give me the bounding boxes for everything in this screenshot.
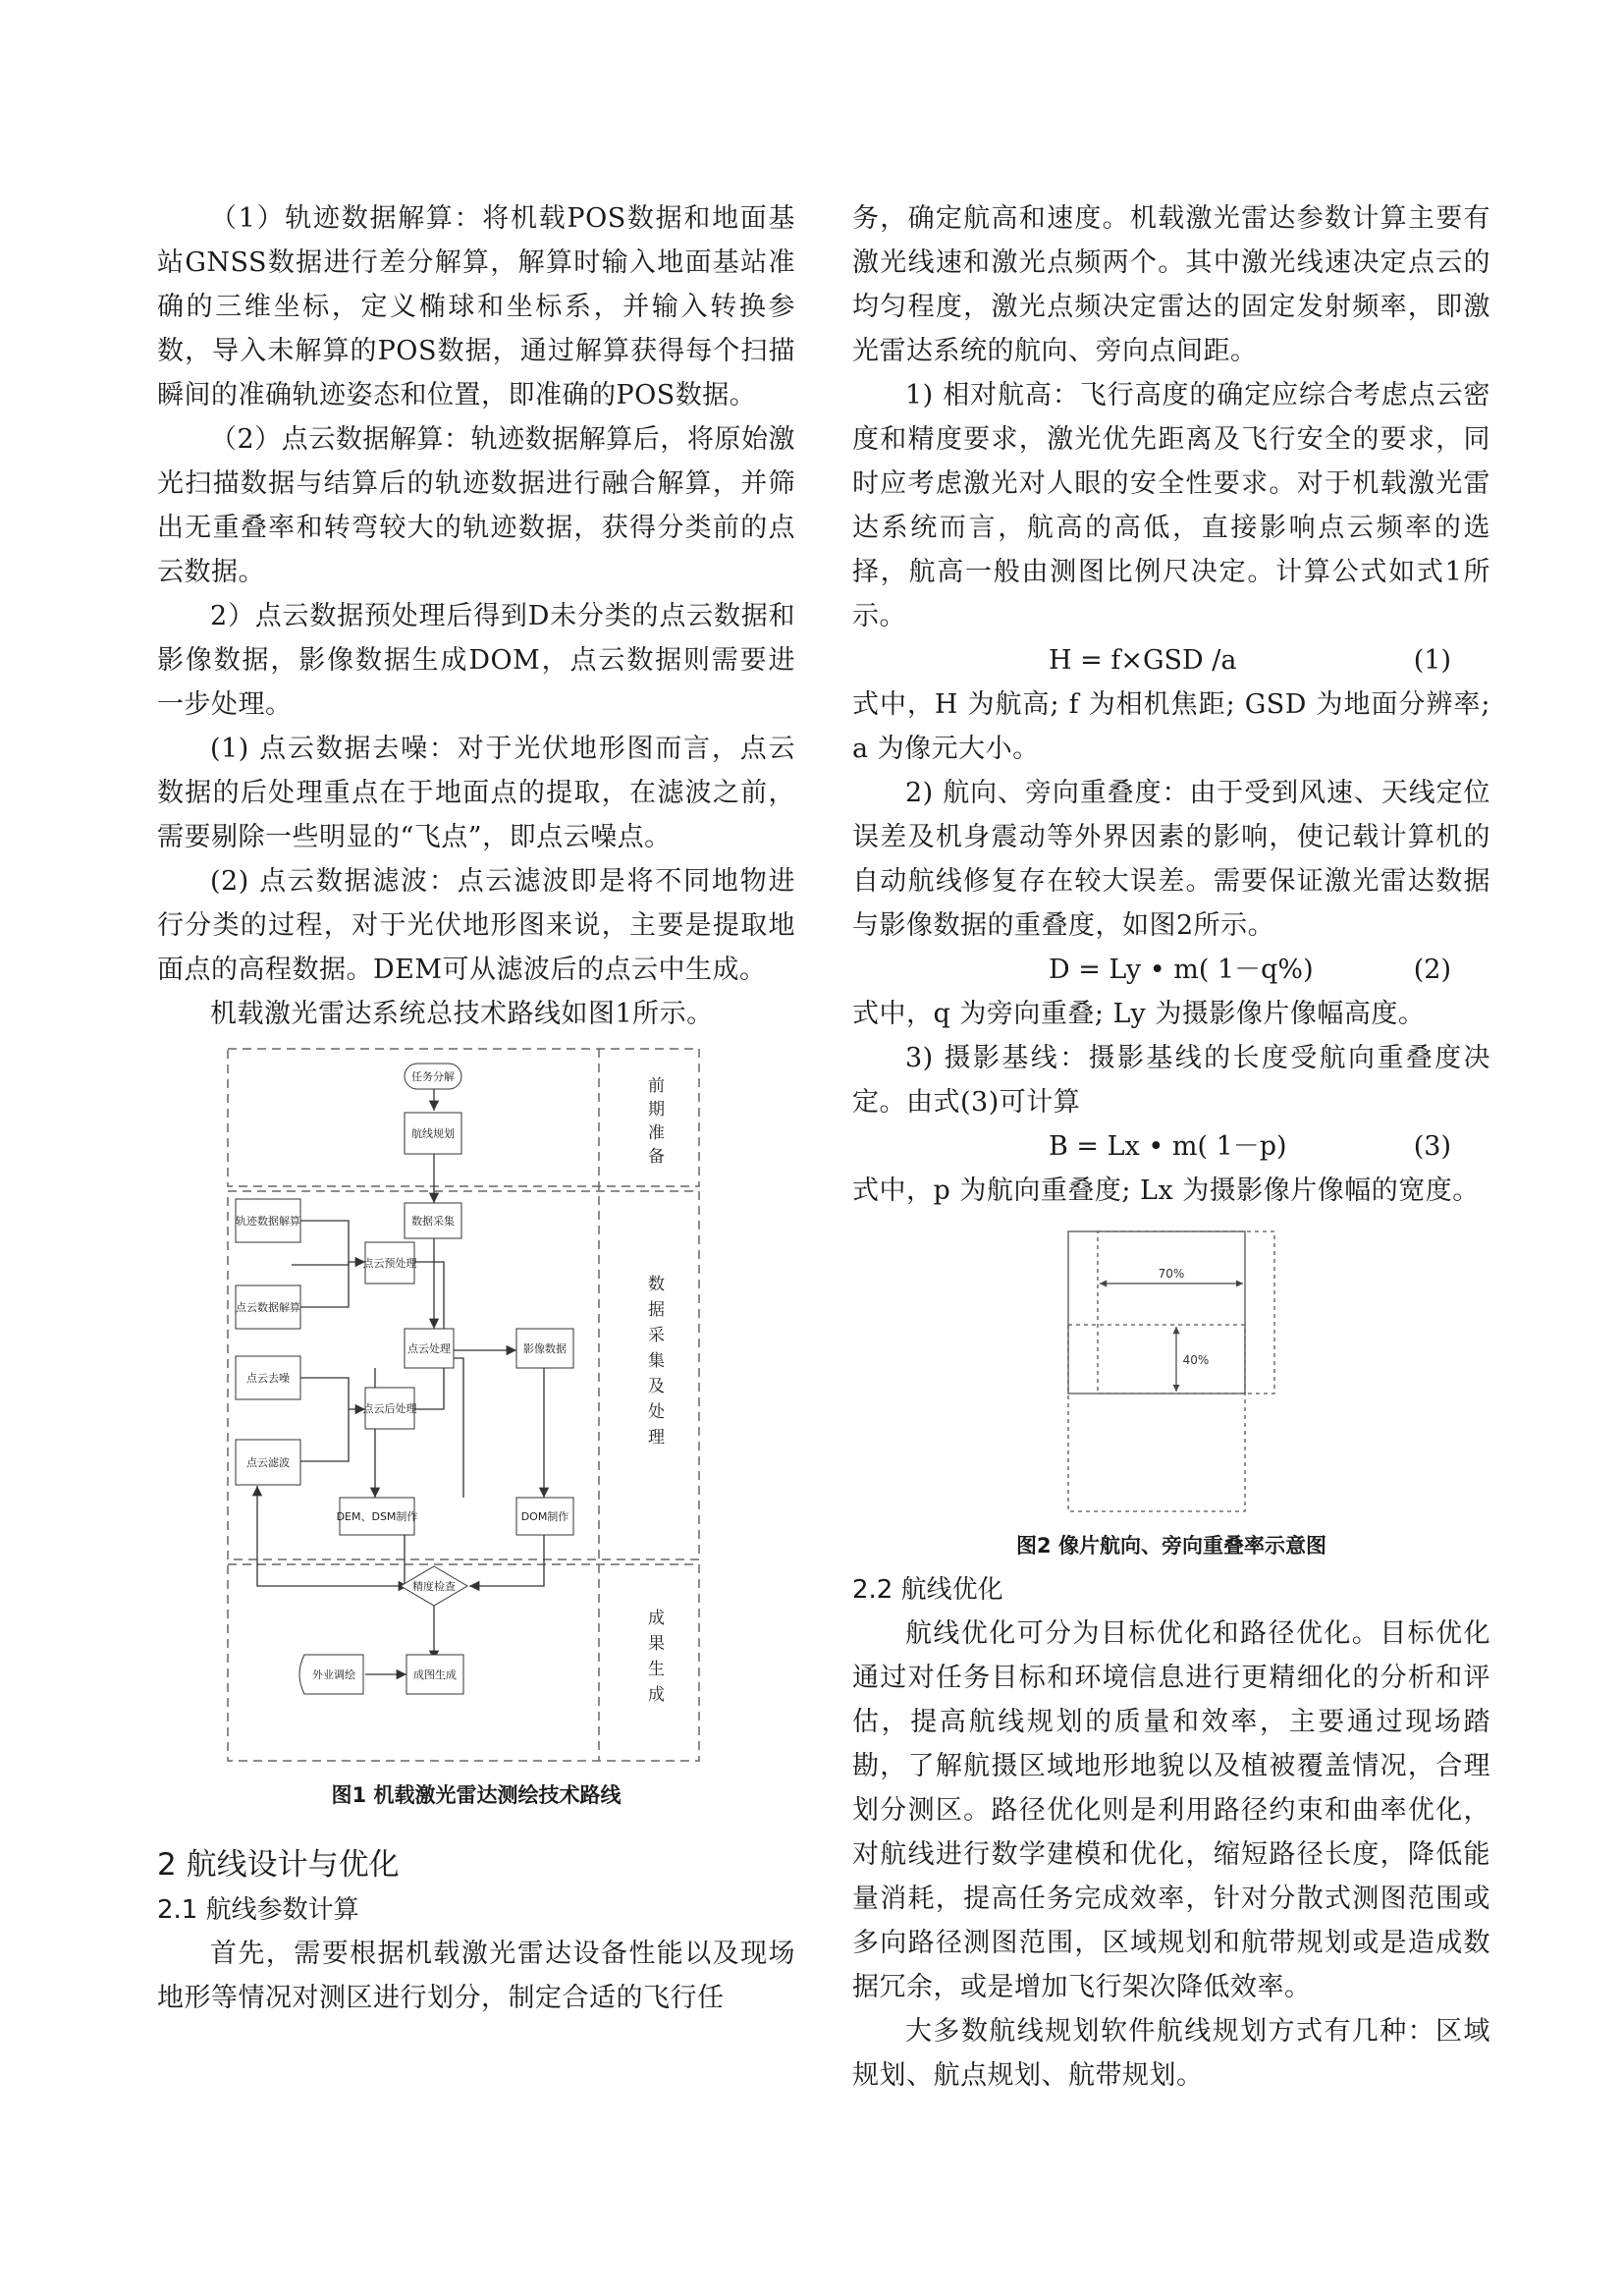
- subsection-heading: 2.1 航线参数计算: [157, 1895, 359, 1925]
- node-postprocess: 点云后处理: [362, 1402, 417, 1415]
- node-preprocess: 点云预处理: [362, 1257, 417, 1270]
- node-image: 影像数据: [523, 1342, 567, 1355]
- paragraph: 1) 相对航高：飞行高度的确定应综合考虑点云密度和精度要求，激光优先距离及飞行安全的要求，同时应考虑激光对人眼的安全性要求。对于机载激光雷达系统而言，航高的高低，直接影响点云频率的选择，航高一般由测图比例尺决定。计算公式如式1所示。: [852, 380, 1490, 631]
- paragraph: 3) 摄影基线：摄影基线的长度受航向重叠度决定。由式(3)可计算: [852, 1043, 1490, 1118]
- formula-number: (3): [1413, 1131, 1451, 1162]
- section-frame-prep: [228, 1049, 699, 1186]
- label-40: 40%: [1182, 1353, 1210, 1367]
- label-70: 70%: [1158, 1267, 1185, 1281]
- node-acquisition: 数据采集: [411, 1215, 455, 1228]
- node-field: 外业调绘: [312, 1668, 355, 1681]
- node-task: 任务分解: [411, 1070, 455, 1083]
- paragraph: 2) 航向、旁向重叠度：由于受到风速、天线定位误差及机身震动等外界因素的影响，使记载计算机的自动航线修复存在较大误差。需要保证激光雷达数据与影像数据的重叠度，如图2所示。: [852, 778, 1490, 941]
- node-dom: DOM制作: [520, 1510, 569, 1523]
- node-trajectory: 轨迹数据解算: [236, 1215, 300, 1228]
- paragraph: 机载激光雷达系统总技术路线如图1所示。: [210, 999, 714, 1029]
- node-map: 成图生成: [413, 1668, 457, 1681]
- formula-1: [852, 638, 1490, 683]
- node-route: 航线规划: [411, 1127, 455, 1140]
- node-check: 精度检查: [412, 1580, 456, 1593]
- photo-frame-1: [1068, 1231, 1245, 1394]
- paragraph: 航线优化可分为目标优化和路径优化。目标优化通过对任务目标和环境信息进行更精细化的分析和评估，提高航线规划的质量和效率，主要通过现场踏勘，了解航摄区域地形地貌以及植被覆盖情况，合理划分测区。路径优化则是利用路径约束和曲率优化，对航线进行数学建模和优化，缩短路径长度，降低能量消耗，提高任务完成效率，针对分散式测图范围或多向路径测图范围，区域规划和航带规划或是造成数据冗余，或是增加飞行架次降低效率。: [852, 1618, 1490, 2002]
- formula-3: [852, 1124, 1490, 1169]
- overlap-diagram: [852, 1227, 1490, 1521]
- formula-expr: H = f×GSD /a: [1049, 645, 1237, 676]
- formula-expr: B = Lx • m( 1－p): [1049, 1131, 1287, 1162]
- node-denoise: 点云去噪: [246, 1372, 290, 1385]
- formula-number: (2): [1413, 955, 1451, 985]
- node-pc-process: 点云处理: [407, 1342, 451, 1355]
- flowchart: [157, 1044, 795, 1771]
- figure-2: [852, 1227, 1490, 1562]
- figure-1-caption: 图1 机载激光雷达测绘技术路线: [331, 1783, 622, 1807]
- paragraph: 2）点云数据预处理后得到D未分类的点云数据和影像数据，影像数据生成DOM，点云数据则需要进一步处理。: [157, 601, 795, 720]
- node-dem: DEM、DSM制作: [336, 1510, 418, 1523]
- paragraph: 式中，H 为航高; f 为相机焦距; GSD 为地面分辨率; a 为像元大小。: [852, 689, 1490, 764]
- subsection-heading: 2.2 航线优化: [852, 1575, 1003, 1605]
- formula-number: (1): [1413, 645, 1451, 676]
- figure-2-caption: 图2 像片航向、旁向重叠率示意图: [1016, 1534, 1326, 1558]
- paragraph: (1) 点云数据去噪：对于光伏地形图而言，点云数据的后处理重点在于地面点的提取，在滤波之前，需要剔除一些明显的“飞点”，即点云噪点。: [157, 734, 795, 852]
- right-column: [852, 196, 1490, 2098]
- photo-frame-3: [1068, 1325, 1245, 1511]
- paragraph: 式中，p 为航向重叠度; Lx 为摄影像片像幅的宽度。: [852, 1175, 1480, 1206]
- node-pc-solve: 点云数据解算: [236, 1301, 300, 1314]
- paragraph: (2) 点云数据滤波：点云滤波即是将不同地物进行分类的过程，对于光伏地形图来说，主要是提取地面点的高程数据。DEM可从滤波后的点云中生成。: [157, 866, 795, 985]
- paragraph: 式中，q 为旁向重叠; Ly 为摄影像片像幅高度。: [852, 999, 1426, 1029]
- photo-frame-2: [1098, 1231, 1274, 1394]
- paragraph: 大多数航线规划软件航线规划方式有几种：区域规划、航点规划、航带规划。: [852, 2016, 1490, 2091]
- section-label-prep: 前期准备: [648, 1076, 665, 1167]
- node-filter: 点云滤波: [246, 1456, 290, 1469]
- figure-1: [157, 1044, 795, 1812]
- paragraph: 务，确定航高和速度。机载激光雷达参数计算主要有激光线速和激光点频两个。其中激光线速决定点云的均匀程度，激光点频决定雷达的固定发射频率，即激光雷达系统的航向、旁向点间距。: [852, 203, 1490, 366]
- paragraph: （1）轨迹数据解算：将机载POS数据和地面基站GNSS数据进行差分解算，解算时输入地面基站准确的三维坐标，定义椭球和坐标系，并输入转换参数，导入未解算的POS数据，通过解算获得每个扫描瞬间的准确轨迹姿态和位置，即准确的POS数据。: [157, 203, 795, 410]
- paragraph: （2）点云数据解算：轨迹数据解算后，将原始激光扫描数据与结算后的轨迹数据进行融合解算，并筛出无重叠率和转弯较大的轨迹数据，获得分类前的点云数据。: [157, 424, 795, 587]
- section-label-process: 数据采集及处理: [648, 1275, 665, 1448]
- left-column: [157, 196, 795, 2020]
- section-label-output: 成果生成: [648, 1609, 665, 1705]
- formula-2: [852, 948, 1490, 992]
- paragraph: 首先，需要根据机载激光雷达设备性能以及现场地形等情况对测区进行划分，制定合适的飞行任: [157, 1939, 795, 2013]
- formula-expr: D = Ly • m( 1－q%): [1049, 955, 1314, 985]
- section-heading: 2 航线设计与优化: [157, 1847, 400, 1883]
